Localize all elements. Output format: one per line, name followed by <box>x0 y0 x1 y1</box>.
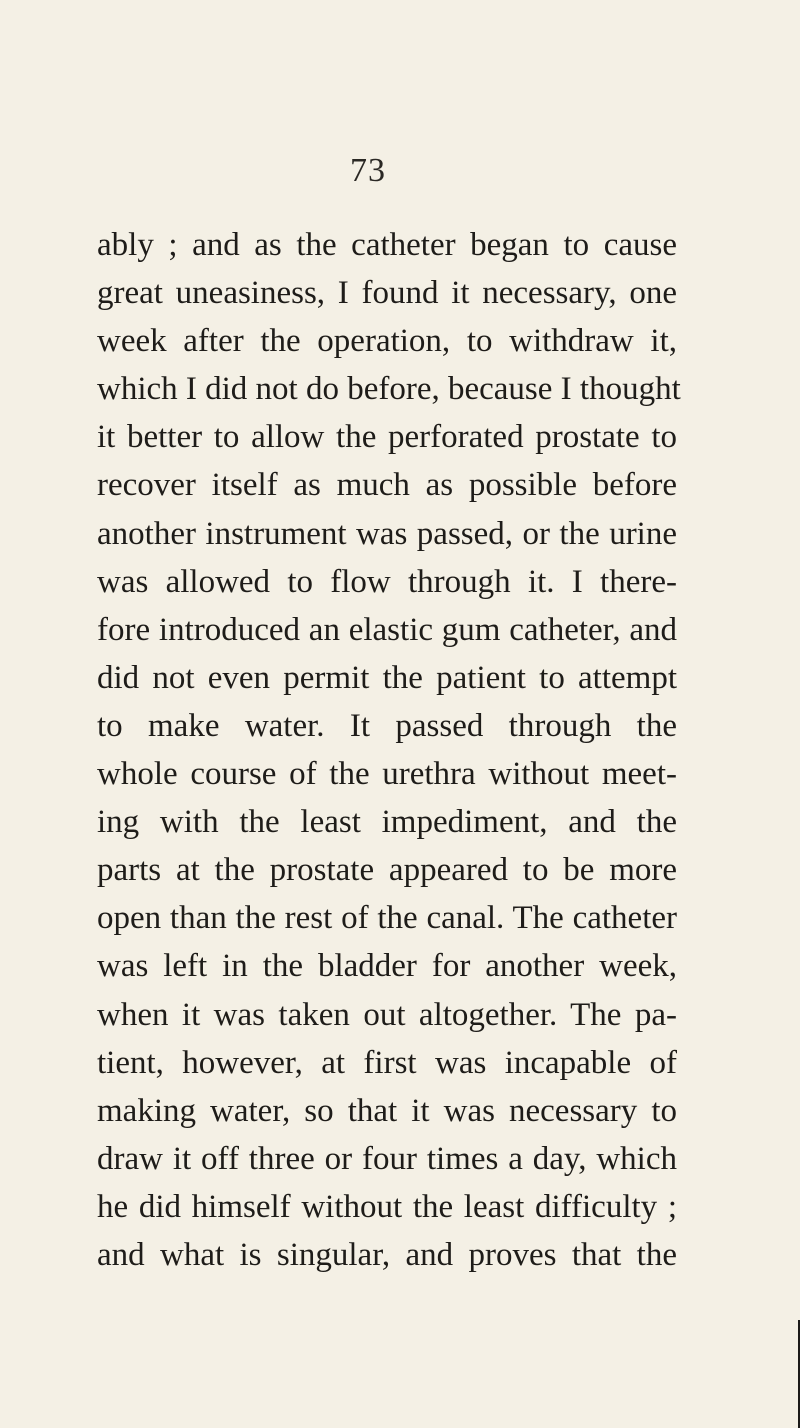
text-line: did not even permit the patient to attempt <box>97 659 677 696</box>
page-number: 73 <box>350 152 386 189</box>
text-line: tient, however, at first was incapable of <box>97 1044 677 1081</box>
text-line: and what is singular, and proves that the <box>97 1236 677 1273</box>
text-line: was left in the bladder for another week, <box>97 948 677 985</box>
text-line: fore introduced an elastic gum catheter, and <box>97 611 677 648</box>
text-line: recover itself as much as possible before <box>97 467 677 504</box>
text-line: to make water. It passed through the <box>97 707 677 744</box>
text-line: draw it off three or four times a day, which <box>97 1140 677 1177</box>
text-line: whole course of the urethra without meet- <box>97 756 677 793</box>
text-line: it better to allow the perforated prostate to <box>97 419 677 456</box>
text-line: he did himself without the least difficulty ; <box>97 1188 677 1225</box>
text-line: week after the operation, to withdraw it, <box>97 323 677 360</box>
text-line: open than the rest of the canal. The catheter <box>97 900 677 937</box>
text-line: great uneasiness, I found it necessary, one <box>97 275 677 312</box>
text-line: when it was taken out altogether. The pa- <box>97 996 677 1033</box>
text-line: which I did not do before, because I thought <box>97 371 681 408</box>
text-line: was allowed to flow through it. I there- <box>97 563 677 600</box>
text-line: ably ; and as the catheter began to cause <box>97 227 677 263</box>
body-text <box>97 221 681 1279</box>
text-line: another instrument was passed, or the urine <box>97 515 677 552</box>
text-line: ing with the least impediment, and the <box>97 804 677 841</box>
text-line: making water, so that it was necessary to <box>97 1092 677 1129</box>
text-line: parts at the prostate appeared to be more <box>97 852 677 889</box>
